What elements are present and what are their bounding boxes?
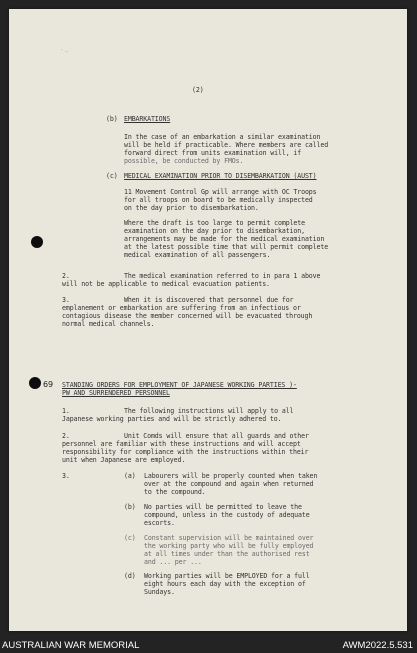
section-69-heading: STANDING ORDERS FOR EMPLOYMENT OF JAPANESE WORKING PARTIES )-	[62, 381, 297, 389]
text-line: unit when Japanese are employed.	[62, 456, 186, 464]
text-line: examination on the day prior to disembarkation,	[124, 227, 305, 235]
section-b-heading: EMBARKATIONS	[124, 115, 171, 123]
punch-hole	[31, 236, 43, 248]
text-line: and ... per ...	[144, 558, 202, 566]
text-line: Constant supervision will be maintained over	[144, 534, 314, 542]
para-2-number: 2.	[62, 272, 70, 280]
item-a-label: (a)	[124, 472, 136, 480]
text-line: the working party who will be fully employed	[144, 542, 314, 550]
section-b-label: (b)	[106, 115, 118, 123]
text-line: Unit Comds will ensure that all guards and other	[124, 432, 309, 440]
text-line: will be held if practicable. Where members are called	[124, 141, 329, 149]
s69-para-1-number: 1.	[62, 407, 70, 415]
text-line: 11 Movement Control Gp will arrange with OC Troops	[124, 188, 317, 196]
text-line: Where the draft is too large to permit complete	[124, 219, 305, 227]
text-line: No parties will be permitted to leave the	[144, 503, 302, 511]
text-line: personnel are familiar with these instructions and will accept	[62, 440, 301, 448]
pencil-mark: · ..	[61, 47, 69, 54]
margin-number-69: 69	[43, 380, 53, 389]
s69-para-3-number: 3.	[62, 472, 70, 480]
text-line: contagious disease the member concerned will be evacuated through	[62, 312, 313, 320]
text-line: normal medical channels.	[62, 320, 155, 328]
text-line: compound, unless in the custody of adequate	[144, 511, 310, 519]
text-line: emplanement or embarkation are suffering from an infectious or	[62, 304, 301, 312]
text-line: over at the compound and again when returned	[144, 480, 314, 488]
punch-hole	[29, 377, 41, 389]
text-line: possible, be conducted by FMOs.	[124, 157, 244, 165]
footer-institution: AUSTRALIAN WAR MEMORIAL	[2, 640, 140, 651]
text-line: Japanese working parties and will be strictly adhered to.	[62, 415, 282, 423]
para-3-number: 3.	[62, 296, 70, 304]
text-line: to the compound.	[144, 488, 206, 496]
s69-para-2-number: 2.	[62, 432, 70, 440]
text-line: forward direct from units examination will, if	[124, 149, 302, 157]
text-line: will not be applicable to medical evacuation patients.	[62, 280, 270, 288]
item-d-label: (d)	[124, 572, 136, 580]
archive-footer	[0, 638, 417, 653]
text-line: The medical examination referred to in para 1 above	[124, 272, 321, 280]
text-line: for all troops on board to be medically inspected	[124, 196, 313, 204]
text-line: In the case of an embarkation a similar examination	[124, 133, 321, 141]
text-line: at the latest possible time that will permit complete	[124, 243, 329, 251]
text-line: escorts.	[144, 519, 175, 527]
text-line: on the day prior to disembarkation.	[124, 204, 259, 212]
text-line: at all times under than the authorised rest	[144, 550, 310, 558]
section-69-heading: PW AND SURRENDERED PERSONNEL	[62, 389, 170, 397]
item-c-label: (c)	[124, 534, 136, 542]
page-number: (2)	[192, 86, 204, 94]
footer-accession-number: AWM2022.5.531	[342, 640, 413, 651]
text-line: eight hours each day with the exception of	[144, 580, 306, 588]
text-line: Working parties will be EMPLOYED for a full	[144, 572, 310, 580]
text-line: medical examination of all passengers.	[124, 251, 271, 259]
text-line: responsibility for compliance with the instructions within their	[62, 448, 309, 456]
text-line: arrangements may be made for the medical examination	[124, 235, 325, 243]
text-line: Sundays.	[144, 588, 175, 596]
section-c-label: (c)	[106, 172, 118, 180]
document-page	[9, 9, 407, 631]
section-c-heading: MEDICAL EXAMINATION PRIOR TO DISEMBARKATION (AUST)	[124, 172, 317, 180]
text-line: Labourers will be properly counted when taken	[144, 472, 318, 480]
item-b-label: (b)	[124, 503, 136, 511]
text-line: When it is discovered that personnel due for	[124, 296, 294, 304]
text-line: The following instructions will apply to all	[124, 407, 294, 415]
